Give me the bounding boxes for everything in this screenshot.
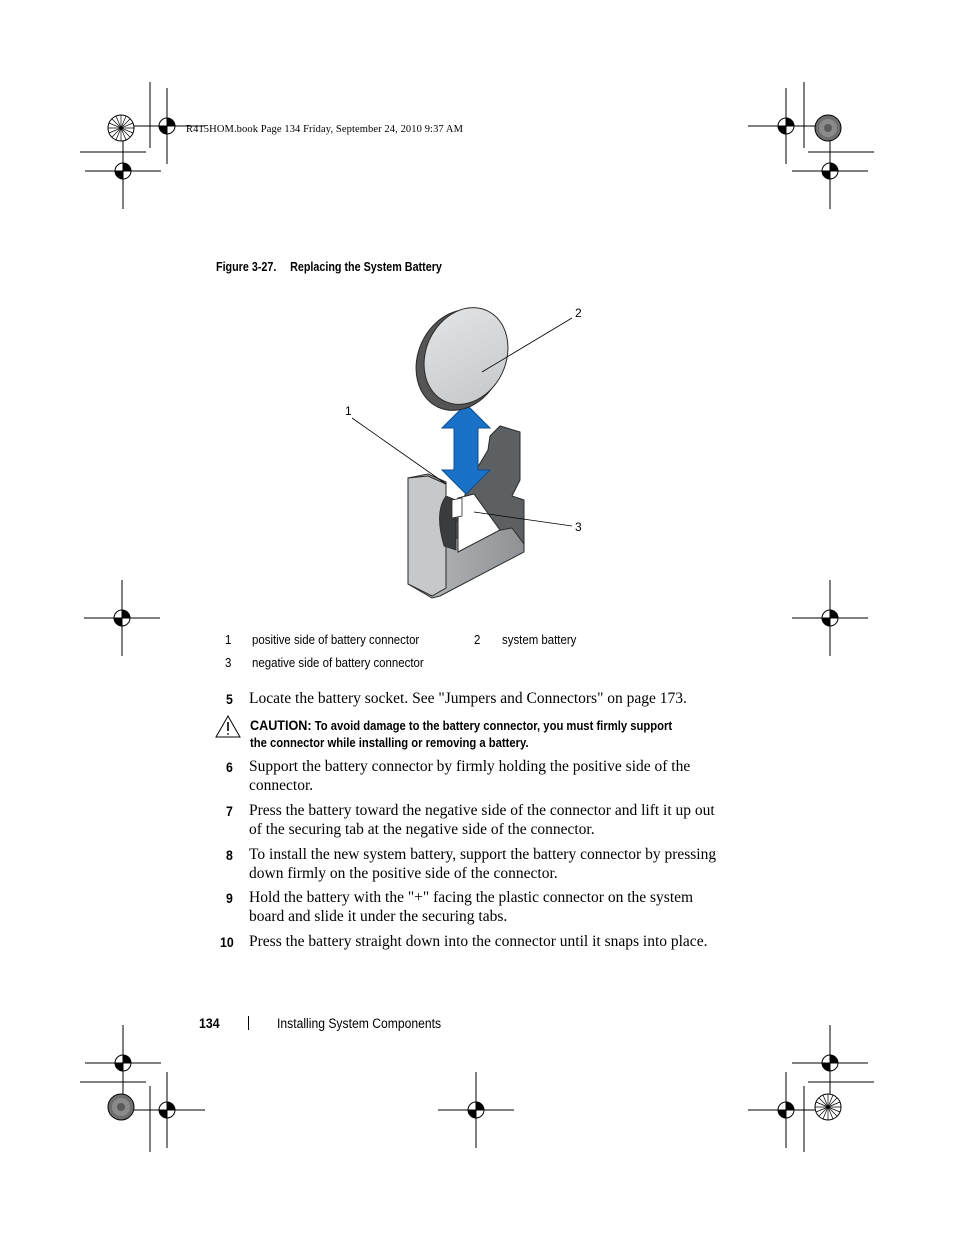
- legend-number: 1: [225, 632, 232, 647]
- callout-2: 2: [575, 306, 582, 320]
- section-title: Installing System Components: [277, 1016, 442, 1031]
- step-text: Hold the battery with the "+" facing the plastic connector on the system board and slide it under the securing tabs.: [249, 889, 694, 925]
- step-text: Press the battery straight down into the connector until it snaps into place.: [249, 933, 708, 950]
- step-text: Locate the battery socket. See "Jumpers and Connectors" on page 173.: [249, 690, 687, 707]
- caution-triangle-icon: [216, 716, 240, 737]
- caution-note: [250, 717, 682, 752]
- callout-3: 3: [575, 520, 582, 534]
- footer-divider: [248, 1016, 249, 1030]
- legend-label: positive side of battery connector: [252, 632, 420, 647]
- figure-number: Figure 3-27.: [216, 260, 277, 274]
- step-number: 10: [220, 934, 234, 950]
- caution-label: CAUTION:: [250, 717, 312, 733]
- step-number: 6: [226, 759, 233, 775]
- step-number: 7: [226, 803, 233, 819]
- legend-number: 3: [225, 655, 232, 670]
- step-text: Press the battery toward the negative side of the connector and lift it up out of the securing tab at the negative side of the connector.: [249, 802, 715, 838]
- step-number: 9: [226, 890, 233, 906]
- legend-label: negative side of battery connector: [252, 655, 424, 670]
- book-header: R415HOM.book Page 134 Friday, September 24, 2010 9:37 AM: [186, 124, 464, 135]
- step-number: 8: [226, 847, 233, 863]
- caution-text: To avoid damage to the battery connector, you must firmly support the connector while installing or removing a battery.: [250, 719, 673, 750]
- legend-label: system battery: [502, 632, 577, 647]
- figure-title: Replacing the System Battery: [290, 260, 442, 274]
- step-number: 5: [226, 691, 233, 707]
- page-number: 134: [199, 1015, 220, 1031]
- legend-number: 2: [474, 632, 481, 647]
- step-text: To install the new system battery, support the battery connector by pressing down firmly on the positive side of the connector.: [249, 846, 717, 882]
- step-text: Support the battery connector by firmly holding the positive side of the connector.: [249, 758, 691, 794]
- callout-1: 1: [345, 404, 352, 418]
